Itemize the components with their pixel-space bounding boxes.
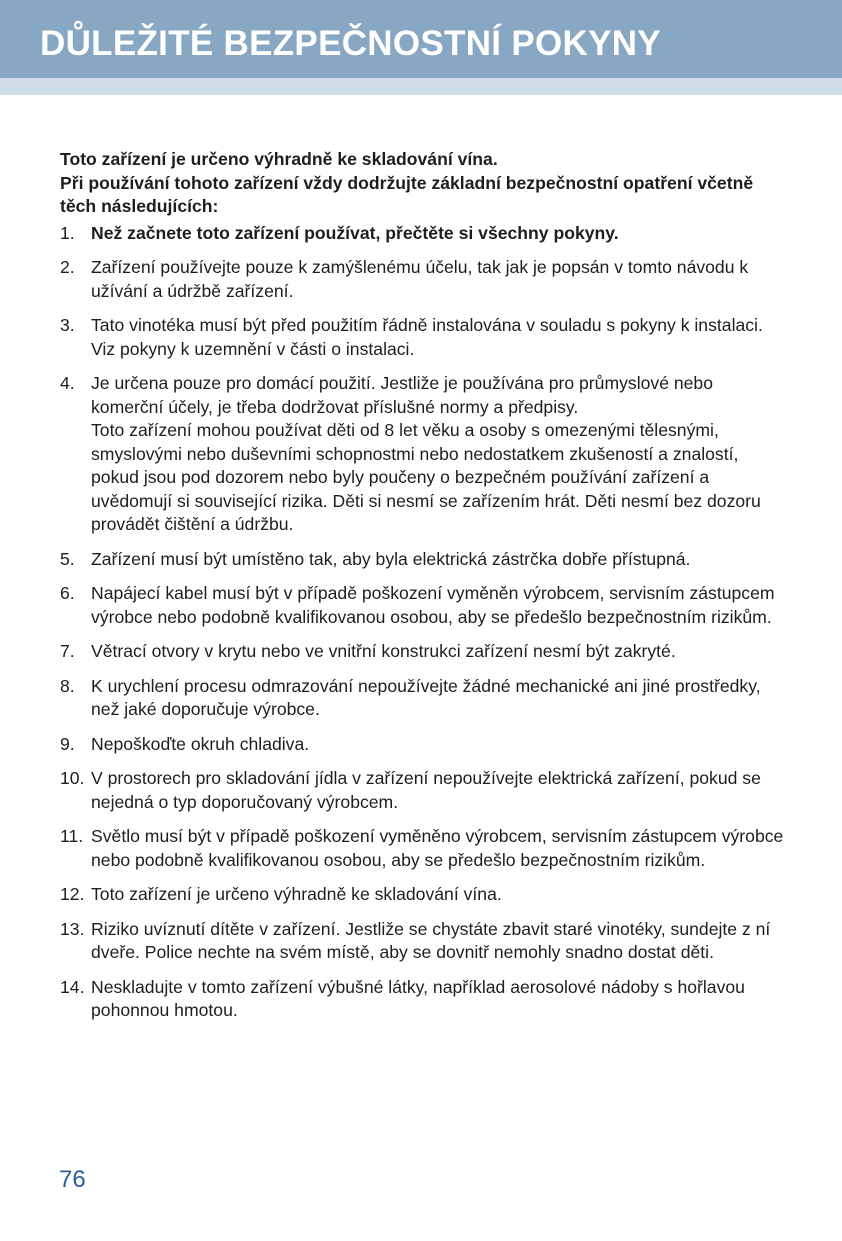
intro-line: Toto zařízení je určeno výhradně ke skladování vína. — [60, 149, 498, 169]
list-item-paragraph: Napájecí kabel musí být v případě poškození vyměněn výrobcem, servisním zástupcem výrobce nebo podobně kvalifikovanou osobou, aby se předešlo bezpečnostním rizikům. — [91, 583, 775, 627]
list-item-number: 4. — [60, 373, 75, 393]
list-item-paragraph: Tato vinotéka musí být před použitím řádně instalována v souladu s pokyny k instalaci. Viz pokyny k uzemnění v části o instalaci. — [91, 315, 763, 359]
list-item-text — [91, 314, 786, 361]
intro — [60, 148, 786, 219]
list-item-paragraph: Zařízení používejte pouze k zamýšlenému účelu, tak jak je popsán v tomto návodu k užívání a údržbě zařízení. — [91, 257, 749, 301]
list-item — [60, 825, 786, 872]
list-item-paragraph: Riziko uvíznutí dítěte v zařízení. Jestliže se chystáte zbavit staré vinotéky, sundejte z ní dveře. Police nechte na svém místě, aby se dovnitř nemohly snadno dostat děti. — [91, 918, 771, 962]
list-item-paragraph: Neskladujte v tomto zařízení výbušné látky, například aerosolové nádoby s hořlavou pohonnou hmotou. — [91, 976, 745, 1020]
list-item-text — [91, 825, 786, 872]
page-number: 76 — [59, 1166, 86, 1193]
list-item-text — [91, 640, 786, 664]
list-item-number: 10. — [60, 768, 85, 788]
list-item-paragraph: Větrací otvory v krytu nebo ve vnitřní konstrukci zařízení nesmí být zakryté. — [91, 641, 676, 661]
list-item-number: 3. — [60, 315, 75, 335]
list-item — [60, 314, 786, 361]
list-item — [60, 548, 786, 572]
list-item — [60, 883, 786, 907]
list-item-paragraph: Zařízení musí být umístěno tak, aby byla elektrická zástrčka dobře přístupná. — [91, 548, 691, 569]
list-item-text — [91, 918, 786, 965]
list-item-paragraph: Světlo musí být v případě poškození vyměněno výrobcem, servisním zástupcem výrobce nebo podobně kvalifikovanou osobou, aby se předešlo bezpečnostním rizikům. — [91, 826, 784, 870]
list-item-paragraph: K urychlení procesu odmrazování nepoužívejte žádné mechanické ani jiné prostředky, než jaké doporučuje výrobce. — [91, 675, 761, 719]
list-item-number: 7. — [60, 641, 75, 661]
main-content — [60, 148, 786, 1034]
list-item-paragraph: Než začnete toto zařízení používat, přečtěte si všechny pokyny. — [91, 222, 619, 243]
list-item — [60, 256, 786, 303]
list-item-text — [91, 582, 786, 629]
list-item — [60, 675, 786, 722]
list-item — [60, 582, 786, 629]
list-item-text — [91, 675, 786, 722]
list-item-number: 1. — [60, 222, 75, 243]
list-item — [60, 222, 786, 246]
list-item-paragraph: V prostorech pro skladování jídla v zařízení nepoužívejte elektrická zařízení, pokud se nejedná o typ doporučovaný výrobcem. — [91, 768, 761, 812]
list-item-paragraph: Nepoškoďte okruh chladiva. — [91, 733, 310, 754]
list-item-number: 13. — [60, 918, 85, 939]
list-item-number: 2. — [60, 257, 75, 277]
list-item — [60, 733, 786, 757]
list-item — [60, 372, 786, 537]
list-item-number: 6. — [60, 583, 75, 603]
list-item-number: 11. — [60, 826, 84, 846]
list-item-number: 5. — [60, 548, 75, 569]
list-item-text — [91, 256, 786, 303]
page-title: DŮLEŽITÉ BEZPEČNOSTNÍ POKYNY — [40, 24, 661, 63]
intro-line: Při používání tohoto zařízení vždy dodržujte základní bezpečnostní opatření včetně těch následujících: — [60, 172, 754, 216]
list-item-text — [91, 733, 786, 757]
list-item — [60, 976, 786, 1023]
list-item-number: 14. — [60, 976, 85, 997]
list-item — [60, 918, 786, 965]
list-item-text — [91, 548, 786, 572]
list-item-text — [91, 372, 786, 537]
list-item-number: 9. — [60, 733, 75, 754]
list-item-text — [91, 976, 786, 1023]
list-item-number: 12. — [60, 884, 85, 904]
list-item — [60, 640, 786, 664]
list-item-number: 8. — [60, 675, 75, 696]
list-item-paragraph: Je určena pouze pro domácí použití. Jestliže je používána pro průmyslové nebo komerční účely, je třeba dodržovat příslušné normy a předpisy. — [91, 373, 714, 417]
list-item-text — [91, 767, 786, 814]
list-item-text — [91, 222, 786, 246]
list-item-text — [91, 883, 786, 907]
safety-rules-list — [60, 222, 786, 1023]
list-item-paragraph: Toto zařízení mohou používat děti od 8 let věku a osoby s omezenými tělesnými, smyslovými nebo duševními schopnostmi nebo nedostatkem zkušeností a znalostí, pokud jsou pod dozorem nebo byly poučeny o bezpečném používání zařízení a uvědomují si související rizika. Děti si nesmí se zařízením hrát. Děti nesmí bez dozoru provádět čištění a údržbu. — [91, 420, 761, 534]
list-item — [60, 767, 786, 814]
list-item-paragraph: Toto zařízení je určeno výhradně ke skladování vína. — [91, 884, 502, 904]
header-strip — [0, 78, 842, 95]
